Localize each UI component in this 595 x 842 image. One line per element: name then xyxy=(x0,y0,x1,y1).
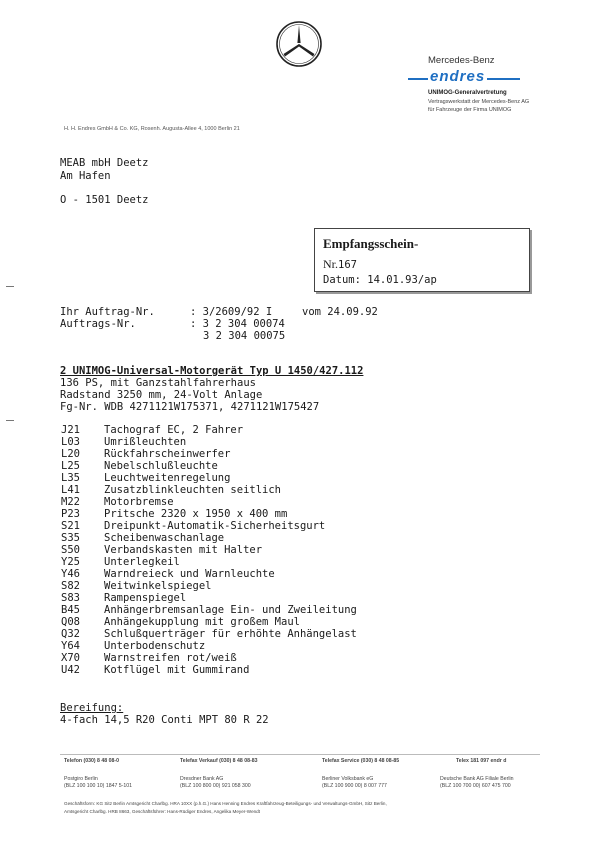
option-desc: Dreipunkt-Automatik-Sicherheitsgurt xyxy=(104,520,326,532)
option-code: S83 xyxy=(61,592,80,604)
ihr-auftrag-date: vom 24.09.92 xyxy=(302,306,378,318)
product-line-3: Fg-Nr. WDB 4271121W175371, 4271121W175427 xyxy=(60,401,320,413)
option-desc: Rückfahrscheinwerfer xyxy=(104,448,231,460)
brand-name: Mercedes-Benz xyxy=(428,55,495,66)
footer-legal-2: Amtsgericht Charlbg. HRB 8663, Geschäftsführer: Hans-Rüdiger Endres, Angelika Meyer-Wendt xyxy=(64,809,261,814)
receipt-box xyxy=(314,228,530,292)
sender-line: H. H. Endres GmbH & Co. KG, Rosenh. Augusta-Allee 4, 1000 Berlin 21 xyxy=(64,126,240,132)
bank-name: Berliner Volksbank eG xyxy=(322,776,374,782)
list-item xyxy=(0,448,595,460)
option-code: M22 xyxy=(61,496,80,508)
tires-heading: Bereifung: xyxy=(60,702,124,714)
option-desc: Motorbremse xyxy=(104,496,174,508)
option-code: S50 xyxy=(61,544,80,556)
option-desc: Tachograf EC, 2 Fahrer xyxy=(104,424,244,436)
product-line-2: Radstand 3250 mm, 24-Volt Anlage xyxy=(60,389,263,401)
fold-mark xyxy=(6,420,14,421)
list-item xyxy=(0,532,595,544)
option-code: L03 xyxy=(61,436,80,448)
option-code: X70 xyxy=(61,652,80,664)
list-item xyxy=(0,604,595,616)
footer-telefax-service: Telefax Service (030) 8 48 08-85 xyxy=(322,758,400,764)
option-desc: Pritsche 2320 x 1950 x 400 mm xyxy=(104,508,288,520)
option-desc: Weitwinkelspiegel xyxy=(104,580,212,592)
footer-bank-2 xyxy=(180,776,251,790)
option-desc: Nebelschlußleuchte xyxy=(104,460,218,472)
list-item xyxy=(0,472,595,484)
receipt-nr-label: Nr. xyxy=(323,257,338,271)
list-item xyxy=(0,652,595,664)
product-title: 2 UNIMOG-Universal-Motorgerät Typ U 1450/427.112 xyxy=(60,365,364,377)
bank-name: Postgiro Berlin xyxy=(64,776,98,782)
ihr-auftrag-value: : 3/2609/92 I xyxy=(190,306,273,318)
dept-title: UNIMOG-Generalvertretung xyxy=(428,90,507,96)
option-desc: Anhängekupplung mit großem Maul xyxy=(104,616,300,628)
footer-bank-3 xyxy=(322,776,387,790)
auftrags-nr-value-1: : 3 2 304 00074 xyxy=(190,318,285,330)
product-line-1: 136 PS, mit Ganzstahlfahrerhaus xyxy=(60,377,256,389)
option-code: S35 xyxy=(61,532,80,544)
footer-bank-1 xyxy=(64,776,132,790)
option-desc: Zusatzblinkleuchten seitlich xyxy=(104,484,282,496)
dept-line-2: für Fahrzeuge der Firma UNIMOG xyxy=(428,107,512,113)
option-desc: Warnstreifen rot/weiß xyxy=(104,652,237,664)
option-code: P23 xyxy=(61,508,80,520)
auftrags-nr-label: Auftrags-Nr. xyxy=(60,318,136,330)
list-item xyxy=(0,640,595,652)
option-code: S21 xyxy=(61,520,80,532)
options-list xyxy=(0,424,595,684)
recipient-street: Am Hafen xyxy=(60,170,111,182)
option-code: L41 xyxy=(61,484,80,496)
fold-mark xyxy=(6,286,14,287)
list-item xyxy=(0,496,595,508)
list-item xyxy=(0,520,595,532)
bank-number: (BLZ 100 800 00) 921 058 300 xyxy=(180,783,251,789)
list-item xyxy=(0,616,595,628)
option-code: Y64 xyxy=(61,640,80,652)
option-desc: Warndreieck und Warnleuchte xyxy=(104,568,275,580)
option-code: Y25 xyxy=(61,556,80,568)
bank-number: (BLZ 100 700 00) 607 475 700 xyxy=(440,783,511,789)
bank-name: Deutsche Bank AG Filiale Berlin xyxy=(440,776,514,782)
list-item xyxy=(0,568,595,580)
option-desc: Leuchtweitenregelung xyxy=(104,472,231,484)
option-desc: Unterlegkeil xyxy=(104,556,180,568)
list-item xyxy=(0,628,595,640)
option-code: L20 xyxy=(61,448,80,460)
list-item xyxy=(0,424,595,436)
auftrags-nr-value-2: 3 2 304 00075 xyxy=(203,330,286,342)
list-item xyxy=(0,580,595,592)
list-item xyxy=(0,556,595,568)
list-item xyxy=(0,544,595,556)
receipt-title: Empfangsschein- xyxy=(323,236,419,251)
option-desc: Verbandskasten mit Halter xyxy=(104,544,263,556)
bank-number: (BLZ 100 900 00) 8 007 777 xyxy=(322,783,387,789)
mercedes-star-logo xyxy=(275,20,323,68)
option-code: Y46 xyxy=(61,568,80,580)
receipt-date: Datum: 14.01.93/ap xyxy=(323,274,437,286)
option-desc: Rampenspiegel xyxy=(104,592,187,604)
endres-logo-word: endres xyxy=(430,68,486,85)
dept-line-1: Vertragswerkstatt der Mercedes-Benz AG xyxy=(428,99,530,105)
ihr-auftrag-label: Ihr Auftrag-Nr. xyxy=(60,306,155,318)
footer-bank-4 xyxy=(440,776,514,790)
bank-number: (BLZ 100 100 10) 1847 5-101 xyxy=(64,783,133,789)
option-code: L35 xyxy=(61,472,80,484)
list-item xyxy=(0,484,595,496)
option-desc: Unterbodenschutz xyxy=(104,640,206,652)
option-desc: Kotflügel mit Gummirand xyxy=(104,664,250,676)
receipt-nr-value: 167 xyxy=(338,259,357,271)
tires-line: 4-fach 14,5 R20 Conti MPT 80 R 22 xyxy=(60,714,269,726)
option-code: S82 xyxy=(61,580,80,592)
footer-legal-1: Geschäftsform: KG Sitz Berlin Amtsgericht Charlbg. HRA 10XX (p.h.G.) Hans Henning Endres Kraftfahrzeug-Beteiligungs- und Verwaltungs-GmbH, Sitz Berlin, xyxy=(64,801,387,806)
footer-telefon: Telefon (030) 8 48 08-0 xyxy=(64,758,119,764)
list-item xyxy=(0,592,595,604)
option-code: U42 xyxy=(61,664,80,676)
option-desc: Anhängerbremsanlage Ein- und Zweileitung xyxy=(104,604,357,616)
recipient-city: O - 1501 Deetz xyxy=(60,194,149,206)
list-item xyxy=(0,436,595,448)
option-code: Q32 xyxy=(61,628,80,640)
list-item xyxy=(0,664,595,676)
bank-name: Dresdner Bank AG xyxy=(180,776,224,782)
option-desc: Schlußquerträger für erhöhte Anhängelast xyxy=(104,628,357,640)
option-code: Q08 xyxy=(61,616,80,628)
option-code: L25 xyxy=(61,460,80,472)
list-item xyxy=(0,508,595,520)
option-code: B45 xyxy=(61,604,80,616)
footer-telefax-verkauf: Telefax Verkauf (030) 8 48 08-83 xyxy=(180,758,258,764)
option-code: J21 xyxy=(61,424,80,436)
option-desc: Umrißleuchten xyxy=(104,436,187,448)
recipient-name: MEAB mbH Deetz xyxy=(60,157,149,169)
list-item xyxy=(0,460,595,472)
footer-telex: Telex 181 097 endr d xyxy=(456,758,507,764)
option-desc: Scheibenwaschanlage xyxy=(104,532,225,544)
